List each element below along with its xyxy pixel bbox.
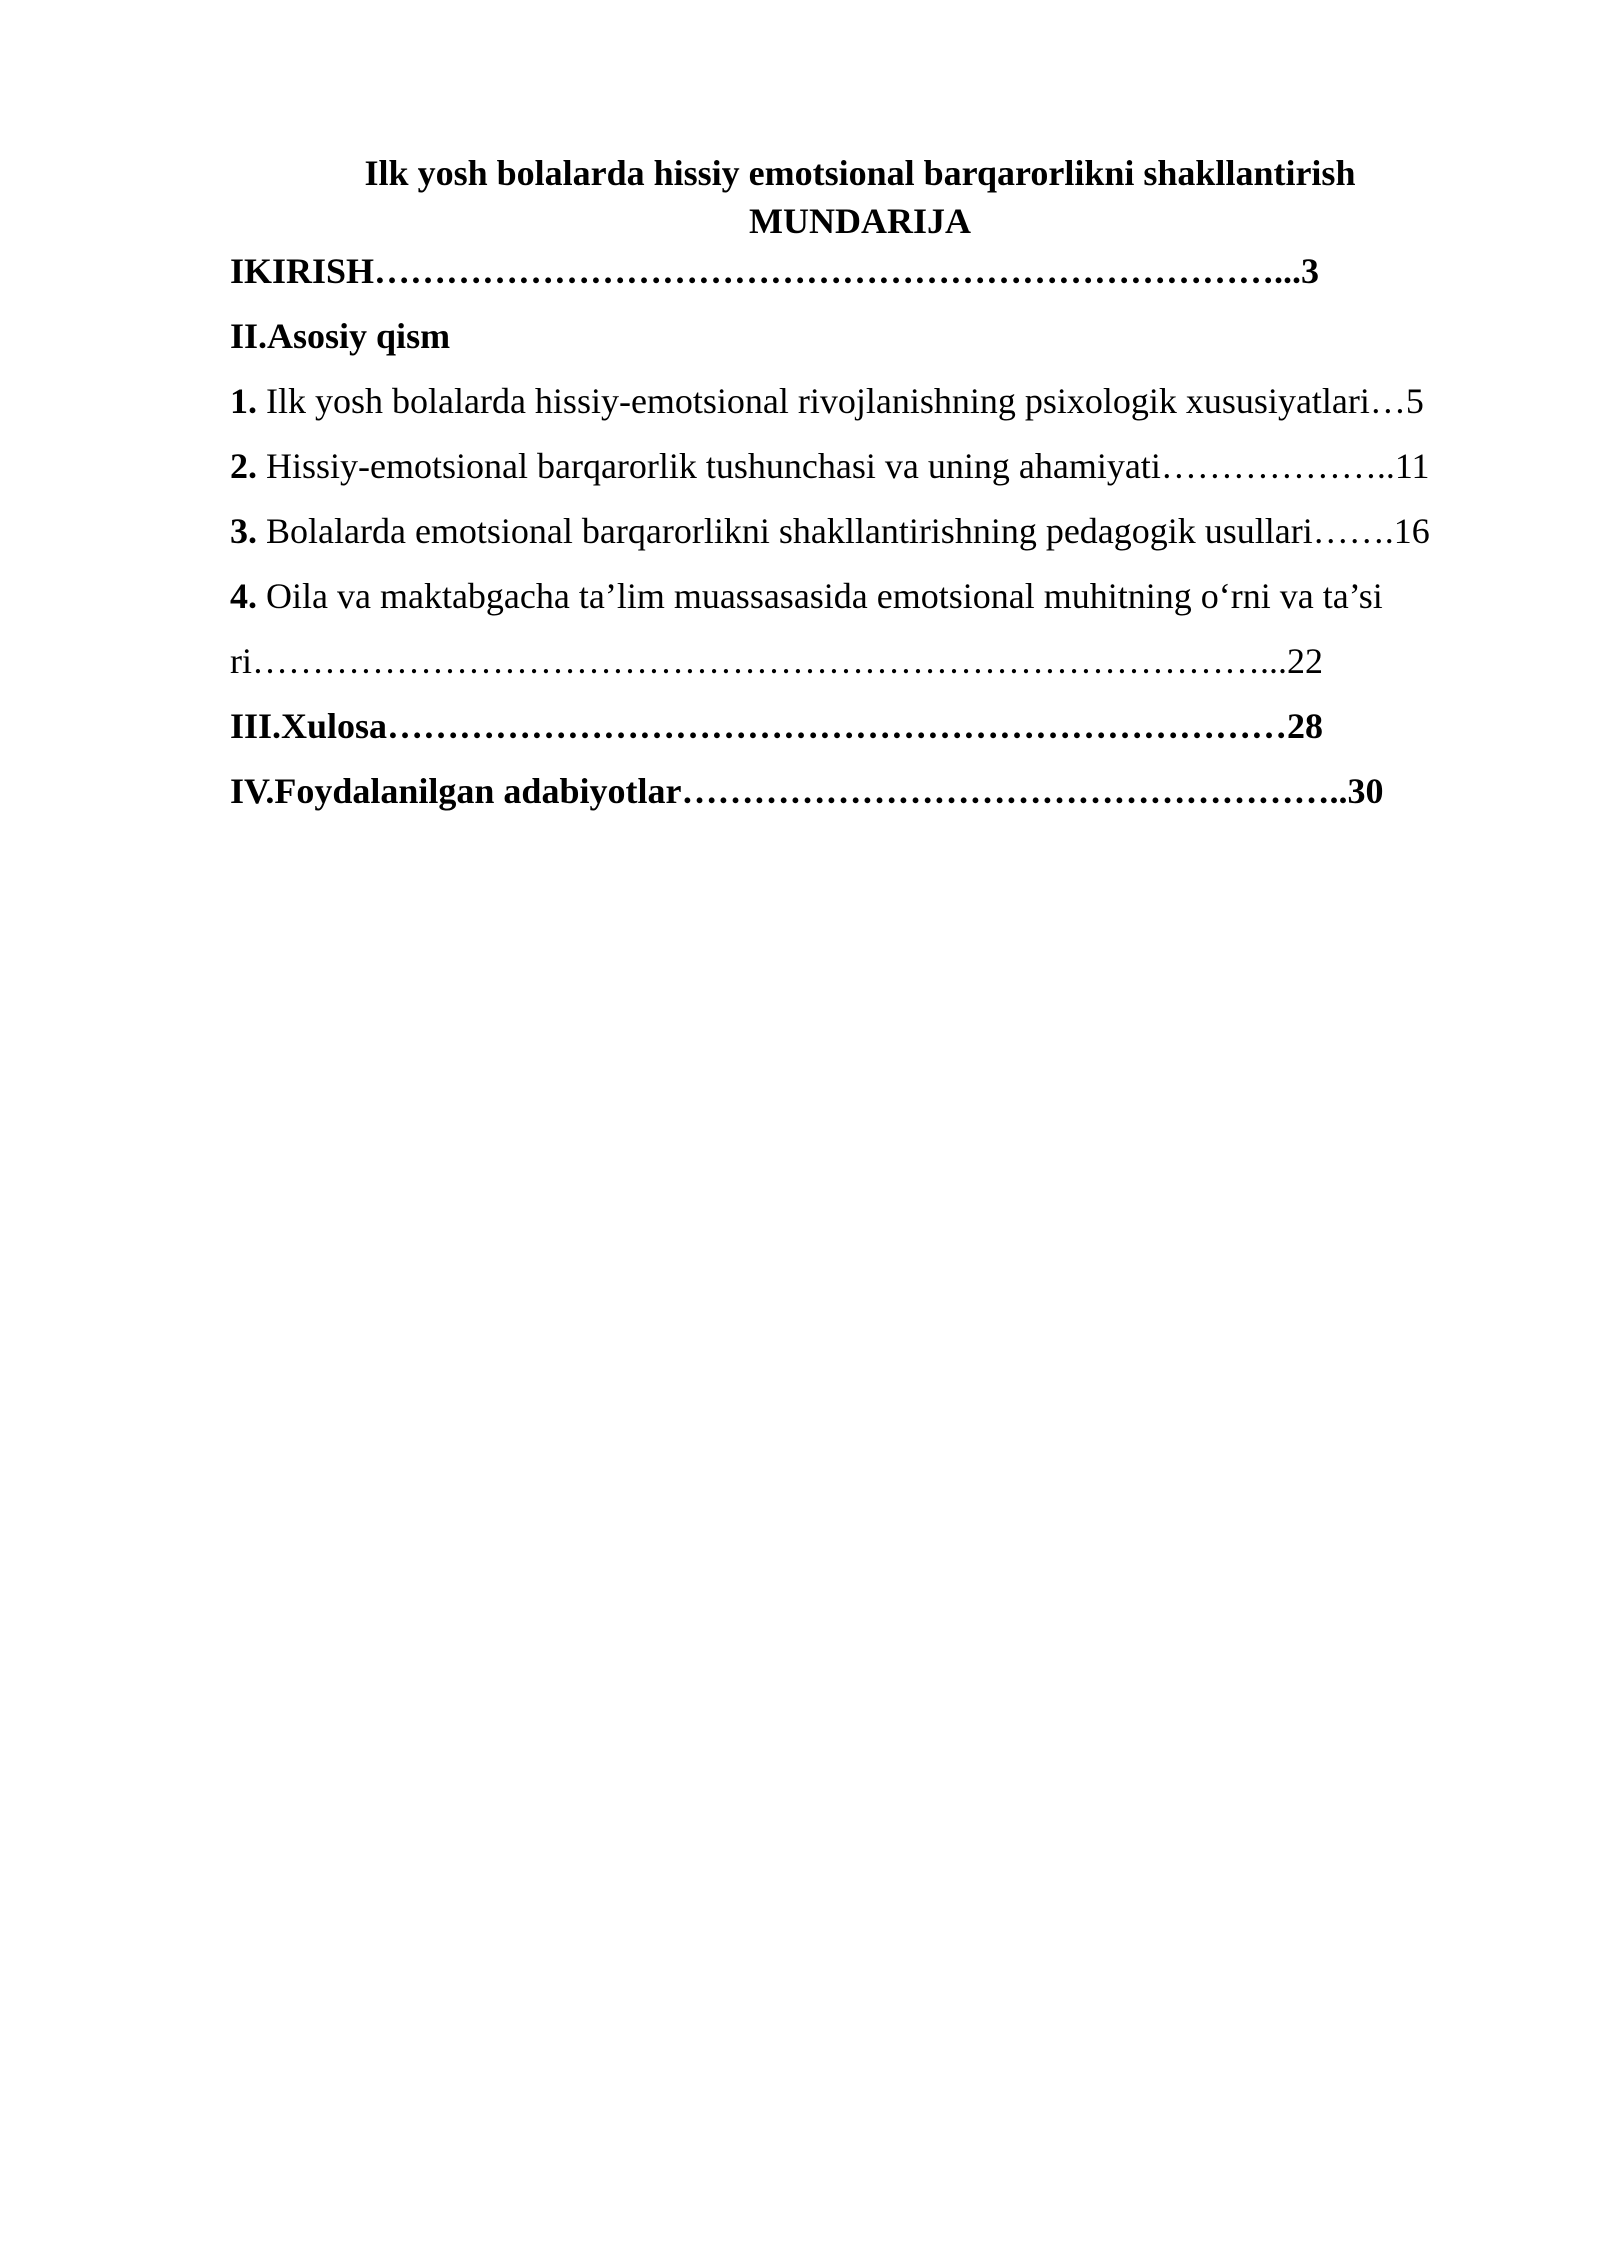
toc-entry-4-continuation: ri…………………………………………………………………………...22 bbox=[230, 641, 1323, 681]
toc-entry-main-part: II.Asosiy qism bbox=[230, 316, 451, 356]
toc-entry-text: Bolalarda emotsional barqarorlikni shakllantirishning pedagogik usullari…….16 bbox=[257, 511, 1430, 551]
toc-entry-intro: IKIRISH…………………………………………………………………...3 bbox=[230, 251, 1320, 291]
toc-entry-1 bbox=[230, 378, 1424, 424]
toc-entry-number: 1. bbox=[230, 381, 257, 421]
toc-entry-3 bbox=[230, 508, 1430, 554]
toc-entry-4 bbox=[230, 573, 1383, 619]
toc-entry-conclusion: III.Xulosa…………………………………………………………………28 bbox=[230, 706, 1324, 746]
toc-heading: MUNDARIJA bbox=[749, 201, 971, 241]
toc-entry-text: Ilk yosh bolalarda hissiy-emotsional rivojlanishning psixologik xususiyatlari…5 bbox=[257, 381, 1424, 421]
toc-entry-text: Oila va maktabgacha ta’lim muassasasida emotsional muhitning o‘rni va ta’si bbox=[257, 576, 1383, 616]
toc-entry-number: 4. bbox=[230, 576, 257, 616]
toc-entry-2 bbox=[230, 443, 1429, 489]
document-title: Ilk yosh bolalarda hissiy emotsional barqarorlikni shakllantirish bbox=[364, 153, 1356, 193]
toc-entry-number: 3. bbox=[230, 511, 257, 551]
toc-entry-number: 2. bbox=[230, 446, 257, 486]
toc-entry-references: IV.Foydalanilgan adabiyotlar………………………………………………..30 bbox=[230, 771, 1384, 811]
toc-entry-text: Hissiy-emotsional barqarorlik tushunchasi va uning ahamiyati………………..11 bbox=[257, 446, 1430, 486]
